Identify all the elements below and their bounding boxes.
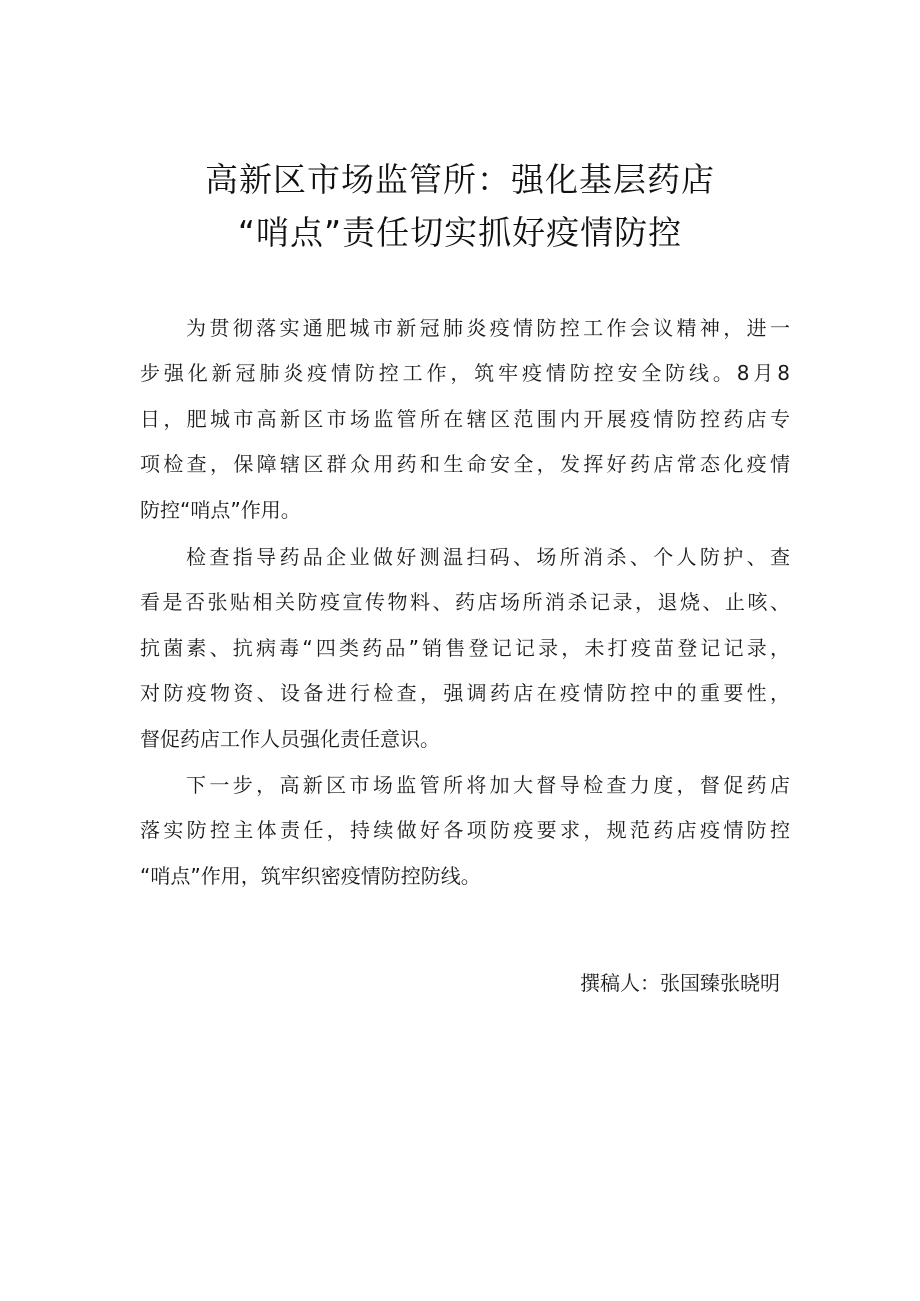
- paragraph-line: 看是否张贴相关防疫宣传物料、药店场所消杀记录，退烧、止咳、: [140, 590, 790, 614]
- paragraph-line: 防控“哨点”作用。: [140, 498, 301, 522]
- document-title-line-2: “哨点”责任切实抓好疫情防控: [237, 213, 683, 252]
- paragraph-line: 对防疫物资、设备进行检查，强调药店在疫情防控中的重要性，: [140, 681, 790, 705]
- paragraph-line: 步强化新冠肺炎疫情防控工作，筑牢疫情防控安全防线。8月8: [140, 361, 790, 385]
- paragraph-line: 督促药店工作人员强化责任意识。: [140, 727, 440, 751]
- paragraph-line: 项检查，保障辖区群众用药和生命安全，发挥好药店常态化疫情: [140, 452, 790, 476]
- paragraph-line: “哨点”作用，筑牢织密疫情防控防线。: [140, 864, 481, 888]
- paragraph-line: 为贯彻落实通肥城市新冠肺炎疫情防控工作会议精神，进一: [186, 316, 790, 340]
- paragraph-line: 日，肥城市高新区市场监管所在辖区范围内开展疫情防控药店专: [140, 407, 790, 431]
- document-title-line-1: 高新区市场监管所：强化基层药店: [205, 160, 715, 199]
- paragraph-line: 检查指导药品企业做好测温扫码、场所消杀、个人防护、查: [186, 545, 790, 569]
- paragraph-line: 抗菌素、抗病毒“四类药品”销售登记记录，未打疫苗登记记录，: [140, 636, 790, 660]
- paragraph-line: 落实防控主体责任，持续做好各项防疫要求，规范药店疫情防控: [140, 818, 790, 842]
- paragraph-line: 下一步，高新区市场监管所将加大督导检查力度，督促药店: [186, 773, 790, 797]
- author-signature: 撰稿人：张国臻张晓明: [580, 971, 780, 995]
